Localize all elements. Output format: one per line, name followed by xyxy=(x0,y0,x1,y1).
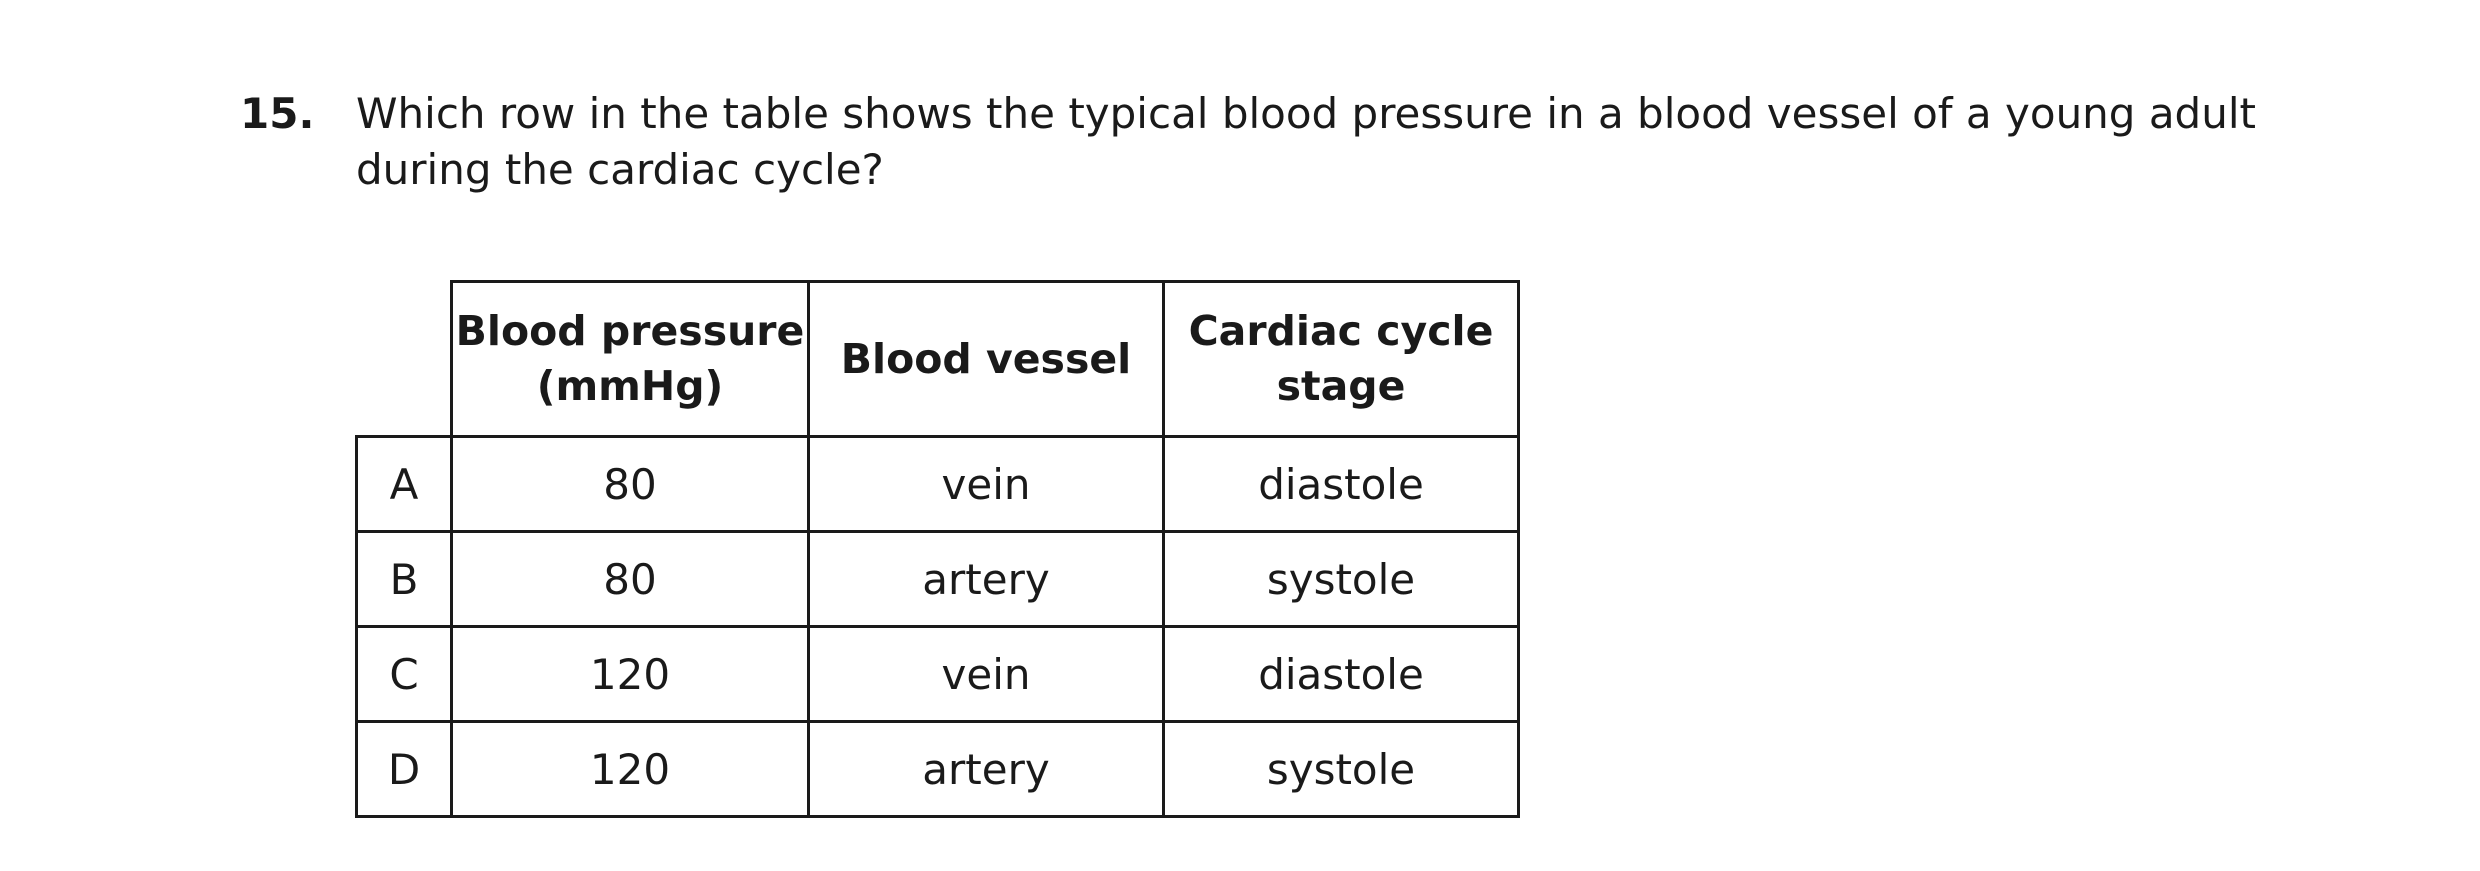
row-letter: C xyxy=(357,627,452,722)
answer-table-container xyxy=(355,280,1520,818)
header-cardiac-cycle-stage-line-1: Cardiac cycle xyxy=(1188,307,1494,355)
table-header-row xyxy=(357,282,1519,437)
row-cardiac-stage: diastole xyxy=(1164,437,1519,532)
row-blood-vessel: artery xyxy=(809,532,1164,627)
row-blood-pressure: 80 xyxy=(452,532,809,627)
header-blood-vessel: Blood vessel xyxy=(809,282,1164,437)
header-cardiac-cycle-stage-line-2: stage xyxy=(1276,362,1406,410)
question-text xyxy=(356,86,2356,198)
row-blood-pressure: 120 xyxy=(452,627,809,722)
row-blood-vessel: vein xyxy=(809,437,1164,532)
header-blood-pressure xyxy=(452,282,809,437)
row-letter: A xyxy=(357,437,452,532)
header-blood-pressure-line-2: (mmHg) xyxy=(536,362,724,410)
row-cardiac-stage: systole xyxy=(1164,722,1519,817)
answer-table xyxy=(355,280,1520,818)
question-text-line-2: during the cardiac cycle? xyxy=(356,145,884,194)
row-letter: B xyxy=(357,532,452,627)
table-corner-cell xyxy=(357,282,452,437)
row-blood-vessel: vein xyxy=(809,627,1164,722)
table-row xyxy=(357,627,1519,722)
table-row xyxy=(357,722,1519,817)
header-cardiac-cycle-stage xyxy=(1164,282,1519,437)
header-blood-pressure-line-1: Blood pressure xyxy=(455,307,805,355)
row-blood-pressure: 120 xyxy=(452,722,809,817)
row-blood-vessel: artery xyxy=(809,722,1164,817)
question-text-line-1: Which row in the table shows the typical blood pressure in a blood vessel of a young adult xyxy=(356,89,2256,138)
row-cardiac-stage: diastole xyxy=(1164,627,1519,722)
question-number: 15. xyxy=(240,89,315,138)
row-letter: D xyxy=(357,722,452,817)
row-blood-pressure: 80 xyxy=(452,437,809,532)
row-cardiac-stage: systole xyxy=(1164,532,1519,627)
table-row xyxy=(357,532,1519,627)
table-row xyxy=(357,437,1519,532)
